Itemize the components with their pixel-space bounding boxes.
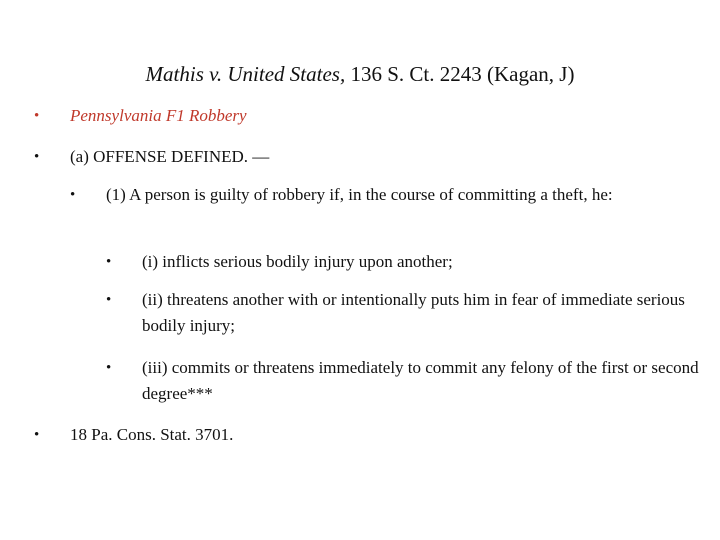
slide-title xyxy=(0,60,720,88)
bullet-text: (iii) commits or threatens immediately to commit any felony of the first or second degree*** xyxy=(142,358,699,403)
bullet-statute-citation xyxy=(34,422,710,448)
bullet-pennsylvania-robbery xyxy=(34,103,710,129)
bullet-clause-i xyxy=(106,249,720,275)
bullet-marker: • xyxy=(34,427,40,443)
bullet-text: (i) inflicts serious bodily injury upon another; xyxy=(142,252,453,271)
bullet-text: Pennsylvania F1 Robbery xyxy=(70,106,247,125)
case-name: Mathis v. United States, xyxy=(145,62,346,86)
case-citation: 136 S. Ct. 2243 (Kagan, J) xyxy=(345,62,575,86)
bullet-text: (1) A person is guilty of robbery if, in the course of committing a theft, he: xyxy=(106,185,613,204)
bullet-marker: • xyxy=(34,108,40,124)
bullet-text: (a) OFFENSE DEFINED. — xyxy=(70,147,270,166)
bullet-marker: • xyxy=(106,254,112,270)
bullet-robbery-definition xyxy=(70,182,720,208)
bullet-marker: • xyxy=(70,187,76,203)
bullet-offense-defined xyxy=(34,144,710,170)
bullet-marker: • xyxy=(106,292,112,308)
bullet-clause-ii xyxy=(106,287,720,339)
bullet-marker: • xyxy=(106,360,112,376)
bullet-text: 18 Pa. Cons. Stat. 3701. xyxy=(70,425,234,444)
bullet-marker: • xyxy=(34,149,40,165)
bullet-clause-iii xyxy=(106,355,720,407)
bullet-text: (ii) threatens another with or intentionally puts him in fear of immediate serious bodily injury; xyxy=(142,290,685,335)
